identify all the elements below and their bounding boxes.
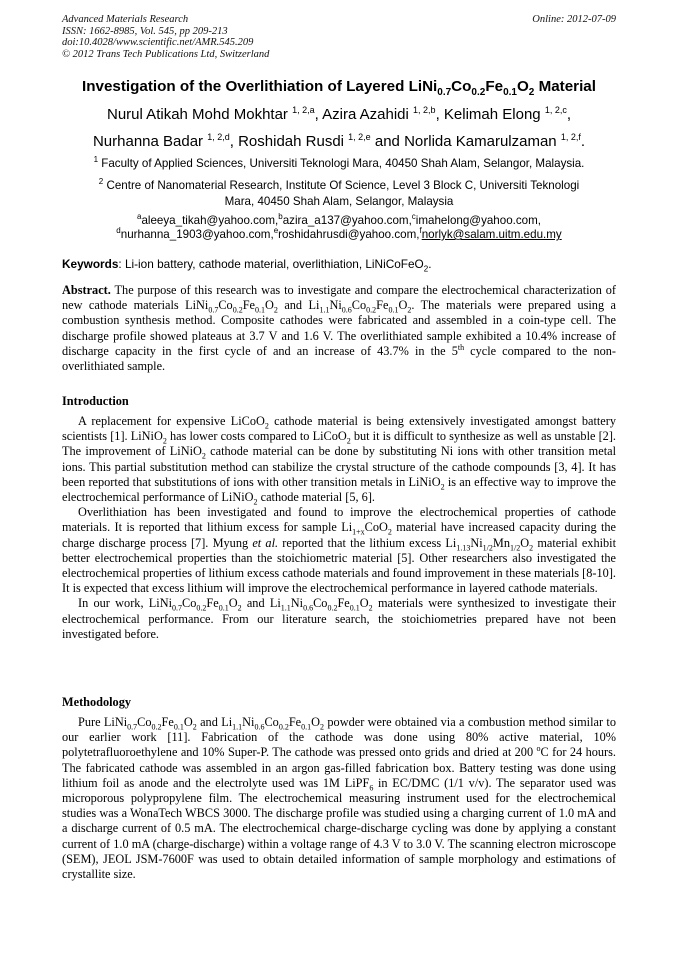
text-run: e [273, 226, 279, 236]
email-link[interactable]: norlyk@salam.uitm.edu.my [421, 228, 562, 241]
paper-title [40, 78, 638, 99]
text-run: Ni [470, 535, 483, 550]
text-run: Co [264, 715, 279, 729]
text-run: O [183, 715, 193, 729]
text-run: : Li-ion battery, cathode material, overlithiation, LiNiCoFeO [118, 257, 424, 271]
email-link[interactable]: roshidahrusdi@yahoo.com, [278, 228, 420, 241]
text-run: 0.7 [437, 87, 452, 99]
text-run: 1.1 [280, 603, 291, 613]
text-run: b [278, 212, 283, 222]
text-run: Pure LiNi [78, 715, 128, 729]
text-run: Fe [485, 78, 504, 95]
text-run: 1.13 [456, 543, 471, 553]
text-run: 2 [237, 603, 242, 613]
text-run: material have increased capacity during the charge discharge process [7]. Myung [62, 520, 616, 550]
text-run: th [457, 342, 465, 352]
text-run: 0.2 [232, 305, 243, 315]
keywords [62, 257, 616, 274]
text-run: Mn [492, 535, 510, 550]
text-run: 2 [440, 482, 445, 492]
text-run: but it is difficult to synthesize as well as unstable [2]. The improvement of LiNiO [62, 429, 616, 459]
text-run: 1/2 [510, 543, 521, 553]
text-run: The purpose of this research was to investigate and compare the electrochemical characterization of new cathode materials LiNi [62, 283, 616, 313]
text-run: powder were obtained via a combustion method similar to our earlier work [11]. Fabrication of the cathode was done using 80% active material, 10% polytetrafluoroethylene and 10% Super-P. The cathode was pressed onto grids and dried at 200 [62, 715, 616, 760]
text-run: 1 [93, 155, 99, 165]
text-run: 2 [192, 722, 197, 732]
text-run: Co [313, 596, 328, 611]
text-run: Co [182, 596, 197, 611]
text-run: 1, 2,d [207, 132, 230, 142]
text-run: 0.1 [218, 603, 229, 613]
text-run: 2 [162, 436, 167, 446]
text-run: 0.1 [255, 305, 265, 315]
text-run: In our work, LiNi [78, 596, 173, 611]
text-run: 0.7 [127, 722, 138, 732]
text-run: is an effective way to improve the electrochemical performance of LiNiO [62, 474, 616, 505]
text-run: 0.2 [151, 722, 162, 732]
text-run: Co [451, 78, 472, 95]
section-heading-introduction: Introduction [62, 394, 129, 408]
text-run: Ni [329, 298, 342, 313]
text-run: Keywords [62, 257, 119, 271]
paragraph [62, 414, 616, 505]
text-run: materials were synthesized to investigate their electrochemical performance. From our literature search, the stoichiometries prepared have not been investigated before. [62, 596, 616, 641]
abstract [62, 283, 616, 374]
text-run: and [374, 133, 400, 150]
text-run: 1, 2,b [413, 105, 436, 115]
text-run: 0.1 [173, 722, 184, 732]
text-run: has lower costs compared to LiCoO [166, 429, 347, 444]
text-run: O [265, 298, 274, 313]
text-run: 2 [320, 722, 325, 732]
text-run: Ni [290, 596, 304, 611]
author: Nurul Atikah Mohd Mokhtar [107, 106, 288, 123]
text-run: 2 [387, 527, 392, 537]
text-run: 0.2 [327, 603, 338, 613]
paragraph [62, 596, 616, 642]
text-run: c [411, 212, 416, 222]
text-run: 0.6 [303, 603, 314, 613]
text-run: 2 [528, 87, 535, 99]
paragraph [62, 715, 616, 882]
text-run: 0.1 [503, 87, 517, 99]
text-run: Fe [376, 298, 389, 313]
author: Roshidah Rusdi [238, 133, 344, 150]
text-run: CoO [364, 520, 388, 535]
text-run: cathode material [5, 6]. [257, 490, 375, 505]
text-run: 2 [98, 177, 104, 187]
text-run: in EC/DMC (1/1 v/v). The separator used was microporous polypropylene film. The electrochemical measuring instrument used for the electrochemical studies was a WonaTech WBCS 3000. The discharge profile was studied using a charging current of 1.0 mA and a discharge current of 0.5 mA. The electrochemical charge-discharge cycling was done by applying a constant current of 1.0 mA (charge-discharge) within a voltage range of 4.3 V to 3.0 V. The scanning electron microscope (SEM), JEOL JSM-7600F was used to obtain detailed information of sample morphology and estimations of crystallite size. [62, 775, 616, 882]
text-run: . The materials were prepared using a combustion synthesis method. Composite cathodes were fabricated and assembled in a coin-type cell. The discharge profile showed plateaus at 3.7 V and 1.6 V. The overlithiated sample exhibited a 10.4% increase of discharge capacity in the first cycle of and an increase of 43.7% in the 5 [62, 298, 616, 358]
text-run: Fe [242, 298, 255, 313]
text-run: Ni [242, 715, 255, 729]
text-run: 0.1 [388, 305, 399, 315]
text-run: 1+x [352, 527, 365, 537]
author: Norlida Kamarulzaman [404, 133, 557, 150]
text-run: 0.6 [341, 305, 352, 315]
text-run: material exhibit better electrochemical properties than the stoichiometric material [5]. Other researchers also investigated the electrochemical properties of lithium excess cathode materials and found improvement in these materials [8-10]. It is expected that excess lithium will improve the electrochemical performance in layered cathode materials. [62, 535, 616, 596]
text-run: cathode material is being extensively investigated amongst battery scientists [1]. LiNiO [62, 414, 616, 444]
text-run: cathode material can be done by substituting Ni ions with other transition metal ions. This partial substitution method can stabilize the crystal structure of the cathode compounds [3, 4]. It has been reported that substitutions of ions with other transition metals in LiNiO [62, 444, 616, 489]
affiliation-2 [40, 178, 638, 209]
author: Nurhanna Badar [92, 133, 204, 150]
text-run: 0.1 [301, 722, 312, 732]
text-run: 0.7 [172, 603, 183, 613]
text-run: O [311, 715, 321, 729]
text-run: 1, 2,f [560, 132, 581, 142]
text-run: Investigation of the Overlithiation of Layered LiNi [82, 78, 438, 95]
email-link[interactable]: nurhanna_1903@yahoo.com, [120, 228, 274, 241]
text-run: Centre of Nanomaterial Research, Institute Of Science, Level 3 Block C, Universiti Teknologi [106, 179, 580, 192]
text-run: Fe [337, 596, 350, 611]
abstract-label: Abstract. [62, 283, 111, 297]
methodology-body [62, 715, 616, 882]
text-run: o [536, 744, 541, 754]
text-run: O [359, 596, 369, 611]
email-list [40, 214, 638, 242]
introduction-body [62, 414, 616, 642]
journal-doi: doi:10.4028/www.scientific.net/AMR.545.209 [62, 37, 254, 48]
text-run: Co [351, 298, 367, 313]
text-run: 0.2 [196, 603, 207, 613]
text-run: 1, 2,e [348, 132, 371, 142]
text-run: 1.1 [232, 722, 243, 732]
text-run: 0.7 [208, 305, 219, 315]
text-run: Mara, 40450 Shah Alam, Selangor, Malaysia [224, 194, 454, 208]
journal-copyright: © 2012 Trans Tech Publications Ltd, Switzerland [62, 48, 270, 60]
text-run: cycle compared to the non-overlithiated sample. [62, 343, 616, 374]
text-run: O [520, 535, 530, 550]
text-run: 1/2 [482, 543, 493, 553]
text-run: f [419, 226, 422, 236]
author-list [40, 101, 638, 155]
text-run: 0.1 [349, 603, 360, 613]
paragraph [62, 505, 616, 596]
text-run: 2 [201, 451, 206, 461]
text-run: Fe [206, 596, 219, 611]
email-link[interactable]: aleeya_tikah@yahoo.com, [141, 214, 279, 227]
text-run: 2 [346, 436, 351, 446]
text-run: O [228, 596, 238, 611]
journal-header [62, 14, 616, 60]
text-run: 2 [423, 264, 429, 274]
text-run: et al. [252, 535, 279, 550]
text-run: Material [534, 78, 596, 95]
email-link[interactable]: azira_a137@yahoo.com, [282, 214, 412, 227]
text-run: 0.6 [254, 722, 265, 732]
text-run: 6 [369, 783, 374, 793]
author-line-2: Nurhanna Badar $^{1, 2,d}$, Roshidah Rusdi $^{1, 2,e}$ and Norlida Kamarulzaman $^{1, 2,f}$. [92, 132, 586, 150]
text-run: Co [137, 715, 152, 729]
text-run: and Li [196, 715, 233, 729]
text-run: O [398, 298, 408, 313]
author: Azira Azahidi [322, 106, 409, 123]
author: Kelimah Elong [443, 106, 541, 123]
email-link[interactable]: imahelong@yahoo.com, [415, 214, 541, 227]
text-run: 2 [253, 497, 258, 507]
text-run: 2 [368, 603, 373, 613]
text-run: and Li [241, 596, 281, 611]
text-run: d [116, 226, 121, 236]
text-run: Co [218, 298, 233, 313]
author-line-1: Nurul Atikah Mohd Mokhtar $^{1, 2,a}$, Azira Azahidi $^{1, 2,b}$, Kelimah Elong $^{1, 2,c}$, [107, 105, 571, 123]
journal-issn: ISSN: 1662-8985, Vol. 545, pp 209-213 [62, 25, 228, 37]
online-date: Online: 2012-07-09 [532, 14, 616, 25]
text-run: A replacement for expensive LiCoO [78, 414, 265, 428]
text-run: 1, 2,c [544, 105, 567, 115]
affiliation-1 [40, 156, 638, 172]
text-run: Overlithiation has been investigated and found to improve the electrochemical properties of cathode materials. It is reported that lithium excess for sample Li [62, 505, 616, 535]
text-run: 2 [273, 305, 278, 315]
text-run: 2 [264, 421, 269, 431]
text-run: 1, 2,a [292, 105, 315, 115]
text-run: 2 [529, 543, 534, 553]
text-run: Fe [288, 715, 302, 729]
text-run: and Li [277, 298, 320, 313]
text-run: C for 24 hours. The fabricated cathode was assembled in an argon gas-filled fabrication box. Battery testing was done using lithium foil as anode and the electrolyte used was 1M LiPF [62, 745, 616, 790]
text-run: a [137, 212, 142, 222]
text-run: reported that the lithium excess Li [278, 535, 457, 550]
text-run: 0.2 [471, 87, 486, 99]
text-run: O [516, 78, 529, 95]
text-run: 0.2 [366, 305, 377, 315]
text-run: 2 [407, 305, 412, 315]
text-run: Fe [161, 715, 174, 729]
text-run: 0.2 [278, 722, 289, 732]
text-run: . [428, 257, 432, 271]
journal-name: Advanced Materials Research [62, 14, 189, 25]
text-run: 1.1 [319, 305, 330, 315]
section-heading-methodology: Methodology [62, 695, 131, 709]
text-run: Faculty of Applied Sciences, Universiti Teknologi Mara, 40450 Shah Alam, Selangor, Malaysia. [101, 157, 585, 170]
